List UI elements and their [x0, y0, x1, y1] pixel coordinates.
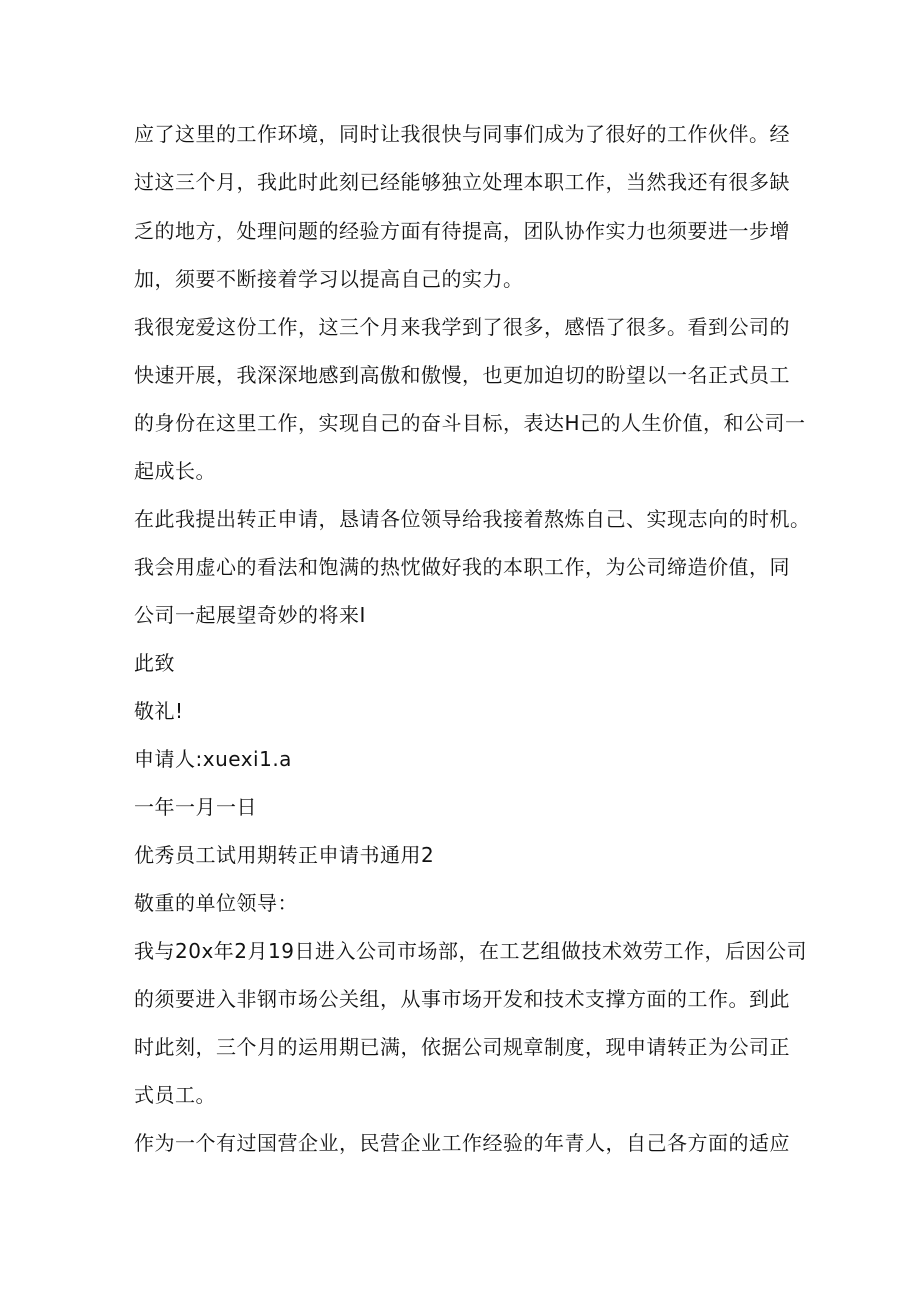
applicant-signature: 申请人:xuexi1.a [134, 747, 292, 771]
text-line: 快速开展，我深深地感到高傲和傲慢，也更加迫切的盼望以一名正式员工 [134, 363, 790, 387]
text-line: 乏的地方，处理问题的经验方面有待提高，团队协作实力也须要进一步增 [134, 219, 790, 243]
text-line: 我很宠爱这份工作，这三个月来我学到了很多，感悟了很多。看到公司的 [134, 315, 790, 339]
text-line: 作为一个有过国营企业，民营企业工作经验的年青人，自己各方面的适应 [134, 1131, 790, 1155]
text-line: 我与20x年2月19日进入公司市场部，在工艺组做技术效劳工作，后因公司 [134, 939, 807, 963]
text-line: 加，须要不断接着学习以提高自己的实力。 [134, 267, 524, 291]
closing-salutation: 此致 [134, 651, 175, 675]
text-line: 在此我提出转正申请，恳请各位领导给我接着熬炼自己、实现志向的时机。 [134, 507, 811, 531]
closing-regards: 敬礼! [134, 699, 184, 723]
text-line: 过这三个月，我此时此刻已经能够独立处理本职工作，当然我还有很多缺 [134, 170, 790, 194]
section-title: 优秀员工试用期转正申请书通用2 [134, 843, 435, 867]
text-line: 应了这里的工作环境，同时让我很快与同事们成为了很好的工作伙伴。经 [134, 122, 790, 146]
text-line: 我会用虚心的看法和饱满的热忱做好我的本职工作，为公司缔造价值，同 [134, 555, 790, 579]
text-line: 起成长。 [134, 459, 216, 483]
text-line: 时此刻，三个月的运用期已满，依据公司规章制度，现申请转正为公司正 [134, 1035, 790, 1059]
text-line: 的身份在这里工作，实现自己的奋斗目标，表达H己的人生价值，和公司一 [134, 411, 806, 435]
salutation: 敬重的单位领导： [134, 891, 298, 915]
text-line: 式员工。 [134, 1083, 216, 1107]
text-line: 的须要进入非钢市场公关组，从事市场开发和技术支撑方面的工作。到此 [134, 987, 790, 1011]
text-line: 公司一起展望奇妙的将来I [134, 603, 366, 627]
signature-date: 一年一月一日 [134, 795, 257, 819]
